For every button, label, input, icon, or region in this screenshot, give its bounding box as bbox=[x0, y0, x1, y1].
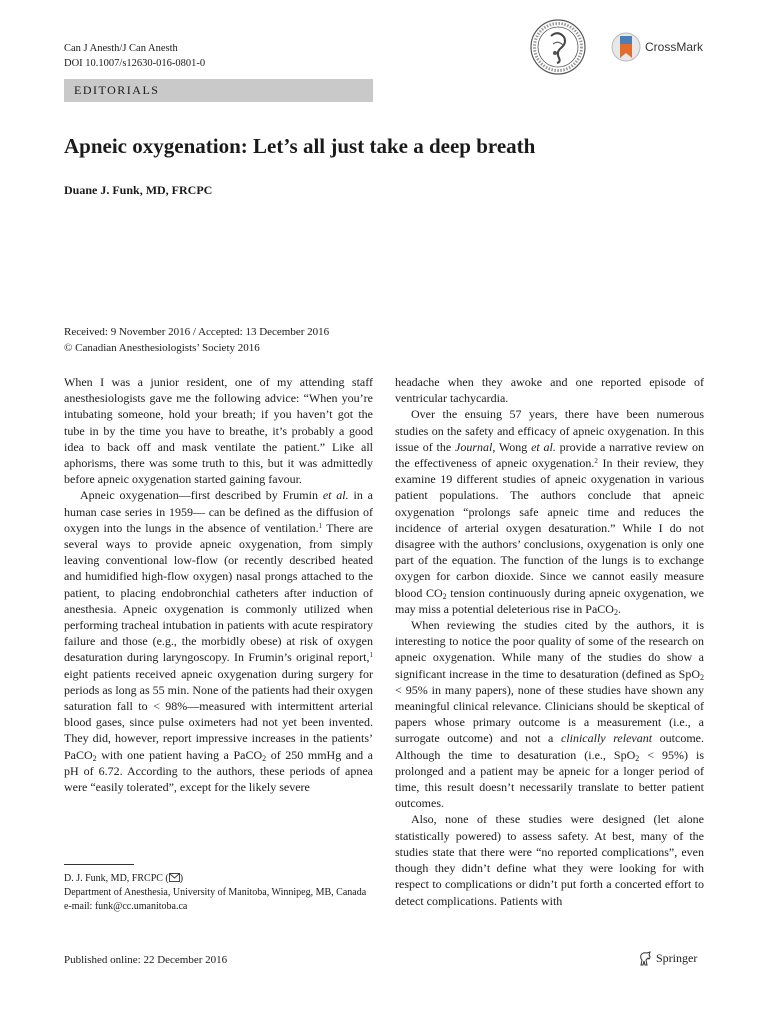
paragraph: Apneic oxygenation—first described by Frumin et al. in a human case series in 1959— can be defined as the diffusion of oxygen into the lungs in the absence of ventilation.$^1$ There are several ways to provide apneic oxygenation, from simply leaving conventional low-flow (or recently described heated and humidified high-flow oxygen) nasal prongs attached to the patient, to placing endobronchial catheters after induction of anesthesia. Apneic oxygenation is commonly utilized when performing tracheal intubation in patients with acute respiratory failure and those (e.g., the morbidly obese) at risk of oxygen desaturation during laryngoscopy. In Frumin’s original report,$^1$ eight patients received apneic oxygenation during surgery for periods as long as 55 min. None of the patients had their oxygen saturation fall to < 98%—measured with intermittent arterial blood gases, since pulse oximeters had not yet been invented. They did, however, report impressive increases in the patients’ PaCO$_2$ with one patient having a PaCO$_2$ of 250 mmHg and a pH of 6.72. According to the authors, these periods of apnea were “easily tolerated”, except for the likely severe bbox=[64, 488, 373, 795]
reference-mark[interactable]: 1 bbox=[369, 651, 373, 660]
left-column bbox=[64, 374, 373, 795]
author-footnote: D. J. Funk, MD, FRCPC ( ) Department of Anesthesia, University of Manitoba, Winnipeg, MB, Canada e-mail: funk@cc.umanitoba.ca bbox=[64, 872, 373, 914]
crossmark-label: CrossMark bbox=[645, 40, 704, 54]
received-dates: Received: 9 November 2016 / Accepted: 13 December 2016 bbox=[64, 326, 330, 338]
email[interactable]: e-mail: funk@cc.umanitoba.ca bbox=[64, 901, 188, 912]
publisher-name: Springer bbox=[656, 951, 698, 965]
published-date: Published online: 22 December 2016 bbox=[64, 954, 228, 966]
envelope-icon[interactable] bbox=[169, 873, 180, 882]
right-column bbox=[395, 374, 704, 909]
journal-name: Can J Anesth/J Can Anesth bbox=[64, 43, 178, 54]
crossmark-badge[interactable] bbox=[611, 32, 703, 62]
section-band bbox=[64, 79, 373, 102]
doi[interactable]: DOI 10.1007/s12630-016-0801-0 bbox=[64, 58, 206, 69]
reference-mark[interactable]: 1 bbox=[318, 521, 323, 530]
paragraph: Also, none of these studies were designed (let alone statistically powered) to assess safety. At best, many of the studies state that there were “no reported complications”, even though they didn’t define what they were looking for with respect to complications or didn’t put forth a concerted effort to detect complications. Patients with bbox=[395, 812, 704, 908]
crossmark-icon bbox=[611, 32, 641, 62]
springer-horse-icon bbox=[638, 951, 652, 966]
reference-mark[interactable]: 2 bbox=[594, 457, 598, 466]
section-label: EDITORIALS bbox=[74, 83, 160, 97]
article-title: Apneic oxygenation: Let’s all just take a deep breath bbox=[64, 134, 536, 158]
society-seal-icon bbox=[529, 18, 587, 81]
paragraph: headache when they awoke and one reported episode of ventricular tachycardia. bbox=[395, 375, 704, 406]
publisher-logo bbox=[638, 951, 697, 966]
footnote-rule bbox=[64, 864, 134, 865]
copyright: © Canadian Anesthesiologists’ Society 2016 bbox=[64, 342, 260, 354]
affiliation: Department of Anesthesia, University of Manitoba, Winnipeg, MB, Canada bbox=[64, 887, 367, 898]
article-author: Duane J. Funk, MD, FRCPC bbox=[64, 183, 213, 197]
paragraph: When reviewing the studies cited by the authors, it is interesting to notice the poor quality of some of the research on apneic oxygenation. While many of the studies do show a significant increase in the time to desaturation (defined as SpO$_2$ < 95% in many papers), none of these studies have shown any meaningful clinical relevance. Clinicians should be skeptical of papers whose primary outcome is a measurement (i.e., a surrogate outcome) and not a clinically relevant outcome. Although the time to desaturation (i.e., SpO$_2$ < 95%) is prolonged and a patient may be apneic for a longer period of time, this result doesn’t necessarily translate to better patient outcomes. bbox=[395, 618, 704, 811]
paragraph: When I was a junior resident, one of my attending staff anesthesiologists gave me the following advice: “When you’re intubating someone, hold your breath; if you haven’t got the tube in by the time you have to breathe, it’s probably a good idea to back off and mask ventilate the patient.” Like all aphorisms, there was some truth to this, but it was admittedly before apneic oxygenation started gaining favour. bbox=[64, 375, 373, 487]
paragraph: Over the ensuing 57 years, there have been numerous studies on the safety and efficacy of apneic oxygenation. In this issue of the Journal, Wong et al. provide a narrative review on the effectiveness of apneic oxygenation.$^2$ In their review, they examine 19 different studies of apneic oxygenation in various patient populations. The authors conclude that apneic oxygenation “prolongs safe apneic time and reduces the incidence of arterial oxygen desaturation.” While I do not disagree with the authors’ conclusions, oxygenation is only one part of the equation. The function of the lungs is to exchange oxygen for carbon dioxide. Since we cannot easily measure blood $CO_2$ tension continuously during apneic oxygenation, we may miss a potential deleterious rise in PaCO$_2$. bbox=[395, 407, 705, 617]
